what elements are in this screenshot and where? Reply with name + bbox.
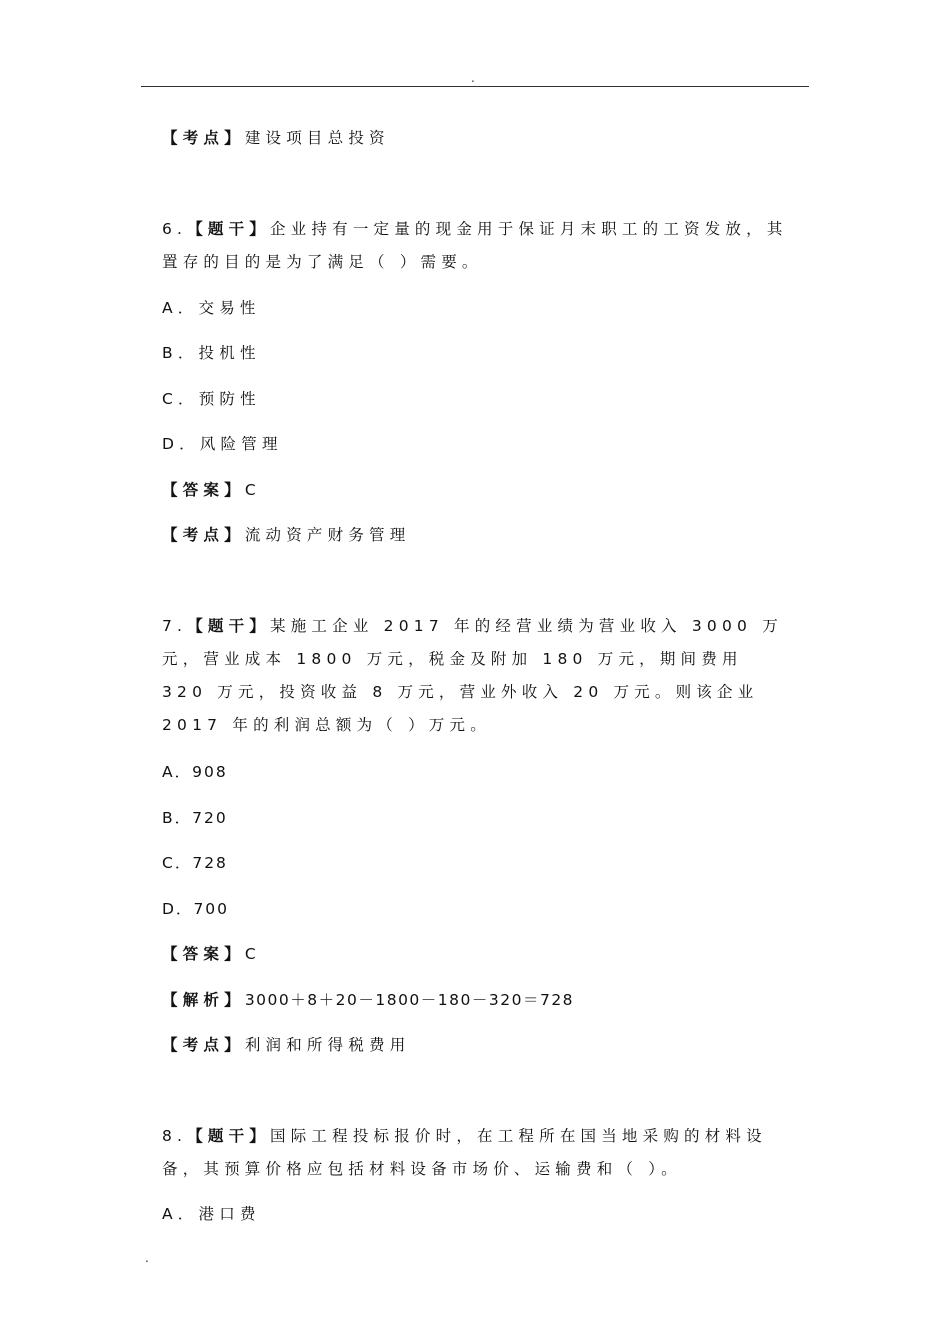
analysis-tag: 【解析】 xyxy=(162,991,245,1009)
q7-option-d xyxy=(162,898,802,920)
q7-stem-text: 某施工企业 2017 年的经营业绩为营业收入 3000 万元，营业成本 1800 万元，税金及附加 180 万元，期间费用 320 万元，投资收益 8 万元，营业外收入 20 万元。则该企业 2017 年的利润总额为（ ）万元。 xyxy=(162,617,783,734)
option-label: A． xyxy=(162,763,193,781)
q6-kaodian xyxy=(162,524,802,546)
q6-stem-tag: 【题干】 xyxy=(187,220,271,238)
option-text: 交易性 xyxy=(198,299,261,317)
option-label: A． xyxy=(162,1205,199,1223)
option-text: 投机性 xyxy=(198,344,261,362)
option-text: 预防性 xyxy=(198,390,261,408)
option-label: B． xyxy=(162,809,193,827)
q7-option-a xyxy=(162,761,802,783)
option-text: 700 xyxy=(193,900,230,918)
q7-stem-tag: 【题干】 xyxy=(187,617,271,635)
kaodian-tag: 【考点】 xyxy=(162,526,245,544)
analysis-text: 3000＋8＋20－1800－180－320＝728 xyxy=(244,991,575,1009)
answer-text: C xyxy=(244,481,261,499)
header-mark: . xyxy=(471,71,475,85)
answer-tag: 【答案】 xyxy=(162,945,245,963)
answer-text: C xyxy=(244,945,261,963)
q8-number: 8. xyxy=(162,1127,188,1145)
q6-option-d xyxy=(162,433,802,455)
answer-tag: 【答案】 xyxy=(162,481,245,499)
option-text: 风险管理 xyxy=(199,435,283,453)
kaodian-text: 建设项目总投资 xyxy=(244,129,390,147)
q6-option-c xyxy=(162,388,802,410)
q6-answer xyxy=(162,479,802,501)
option-label: A． xyxy=(162,299,199,317)
q6-number: 6. xyxy=(162,220,188,238)
q7-option-b xyxy=(162,807,802,829)
option-label: D． xyxy=(162,435,200,453)
footer-mark: . xyxy=(145,1251,149,1265)
q6-option-b xyxy=(162,342,802,364)
option-text: 港口费 xyxy=(198,1205,261,1223)
kaodian-tag: 【考点】 xyxy=(162,1036,245,1054)
q7-analysis xyxy=(162,989,802,1011)
option-label: B． xyxy=(162,344,199,362)
prev-kaodian-line xyxy=(162,127,802,149)
q8-option-a xyxy=(162,1203,802,1225)
q7-kaodian xyxy=(162,1034,802,1056)
q7-stem xyxy=(162,610,794,742)
q7-option-c xyxy=(162,852,802,874)
q6-stem xyxy=(162,213,794,279)
q7-number: 7. xyxy=(162,617,188,635)
option-text: 728 xyxy=(192,854,228,872)
q8-stem xyxy=(162,1120,794,1186)
kaodian-tag: 【考点】 xyxy=(162,129,245,147)
q8-stem-tag: 【题干】 xyxy=(187,1127,271,1145)
option-text: 720 xyxy=(192,809,228,827)
q6-stem-text: 企业持有一定量的现金用于保证月末职工的工资发放，其置存的目的是为了满足（ ）需要。 xyxy=(162,220,788,271)
q8-stem-text: 国际工程投标报价时，在工程所在国当地采购的材料设备，其预算价格应包括材料设备市场价、运输费和（ ）。 xyxy=(162,1127,767,1178)
option-text: 908 xyxy=(192,763,228,781)
option-label: C． xyxy=(162,854,193,872)
kaodian-text: 流动资产财务管理 xyxy=(244,526,411,544)
option-label: D． xyxy=(162,900,194,918)
option-label: C． xyxy=(162,390,199,408)
q6-option-a xyxy=(162,297,802,319)
header-rule xyxy=(141,86,809,87)
kaodian-text: 利润和所得税费用 xyxy=(244,1036,411,1054)
q7-answer xyxy=(162,943,802,965)
